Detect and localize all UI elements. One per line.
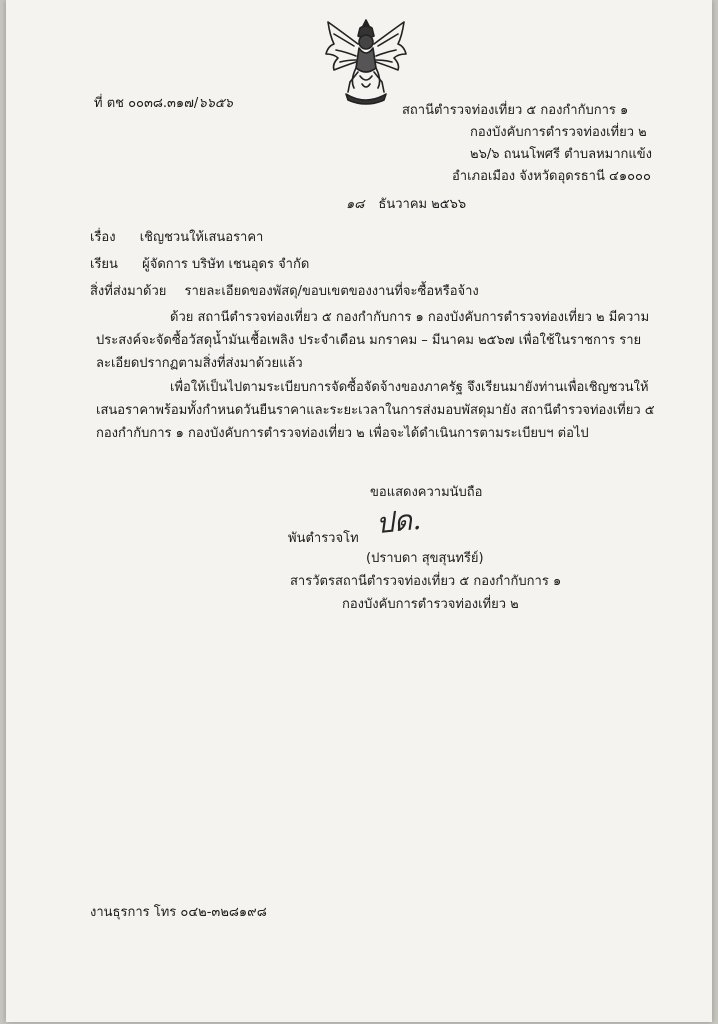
date-day: ๑๘ <box>346 197 365 212</box>
signature-mark: ปด. <box>374 502 423 541</box>
subject-row <box>90 229 263 247</box>
addressee-row <box>90 256 309 274</box>
subject-label: เรื่อง <box>90 230 116 245</box>
signature-position-2: กองบังคับการตำรวจท่องเที่ยว ๒ <box>342 597 519 612</box>
signature-name: (ปราบดา สุขสุนทรีย์) <box>366 551 484 566</box>
enclosure-text: รายละเอียดของพัสดุ/ขอบเขตของงานที่จะซื้อหรือจ้าง <box>184 284 479 299</box>
sender-line-3: ๒๖/๖ ถนนโพศรี ตำบลหมากแข้ง <box>470 147 653 162</box>
sender-line-4: อำเภอเมือง จังหวัดอุดรธานี ๔๑๐๐๐ <box>452 169 651 184</box>
letter-page <box>6 0 712 1022</box>
signature-rank: พันตำรวจโท <box>288 531 359 546</box>
signature-position-1: สารวัตรสถานีตำรวจท่องเที่ยว ๕ กองกำกับการ ๑ <box>290 574 562 589</box>
date-month-year: ธันวาคม ๒๕๖๖ <box>378 197 467 212</box>
closing-text: ขอแสดงความนับถือ <box>370 485 483 500</box>
reference-handwritten-number: ๖๖๕๖ <box>198 96 233 111</box>
addressee-text: ผู้จัดการ บริษัท เชนอุดร จำกัด <box>142 257 310 272</box>
body-paragraph-1: ด้วย สถานีตำรวจท่องเที่ยว ๕ กองกำกับการ ๑ กองบังคับการตำรวจท่องเที่ยว ๒ มีความประสงค์จะจัดซื้อวัสดุน้ำมันเชื้อเพลิง ประจำเดือน มกราคม – มีนาคม ๒๕๖๗ เพื่อใช้ในราชการ รายละเอียดปรากฏตามสิ่งที่ส่งมาด้วยแล้ว <box>96 310 650 371</box>
garuda-emblem-icon <box>320 14 412 106</box>
sender-line-2: กองบังคับการตำรวจท่องเที่ยว ๒ <box>470 125 647 140</box>
enclosure-label: สิ่งที่ส่งมาด้วย <box>90 284 167 299</box>
letter-date <box>346 196 466 214</box>
addressee-label: เรียน <box>90 257 118 272</box>
body-paragraph-2: เพื่อให้เป็นไปตามระเบียบการจัดซื้อจัดจ้างของภาครัฐ จึงเรียนมายังท่านเพื่อเชิญชวนให้เสนอราคาพร้อมทั้งกำหนดวันยืนราคาและระยะเวลาในการส่งมอบพัสดุมายัง สถานีตำรวจท่องเที่ยว ๕ กองกำกับการ ๑ กองบังคับการตำรวจท่องเที่ยว ๒ เพื่อจะได้ดำเนินการตามระเบียบฯ ต่อไป <box>96 380 655 441</box>
enclosure-row <box>90 283 479 301</box>
reference-number <box>94 95 233 113</box>
subject-text: เชิญชวนให้เสนอราคา <box>139 230 264 245</box>
footer-contact: งานธุรการ โทร ๐๔๒-๓๒๘๑๙๘ <box>90 905 267 920</box>
sender-line-1: สถานีตำรวจท่องเที่ยว ๕ กองกำกับการ ๑ <box>402 103 629 118</box>
reference-prefix: ที่ ตช ๐๐๓๘.๓๑๗/ <box>94 96 199 111</box>
